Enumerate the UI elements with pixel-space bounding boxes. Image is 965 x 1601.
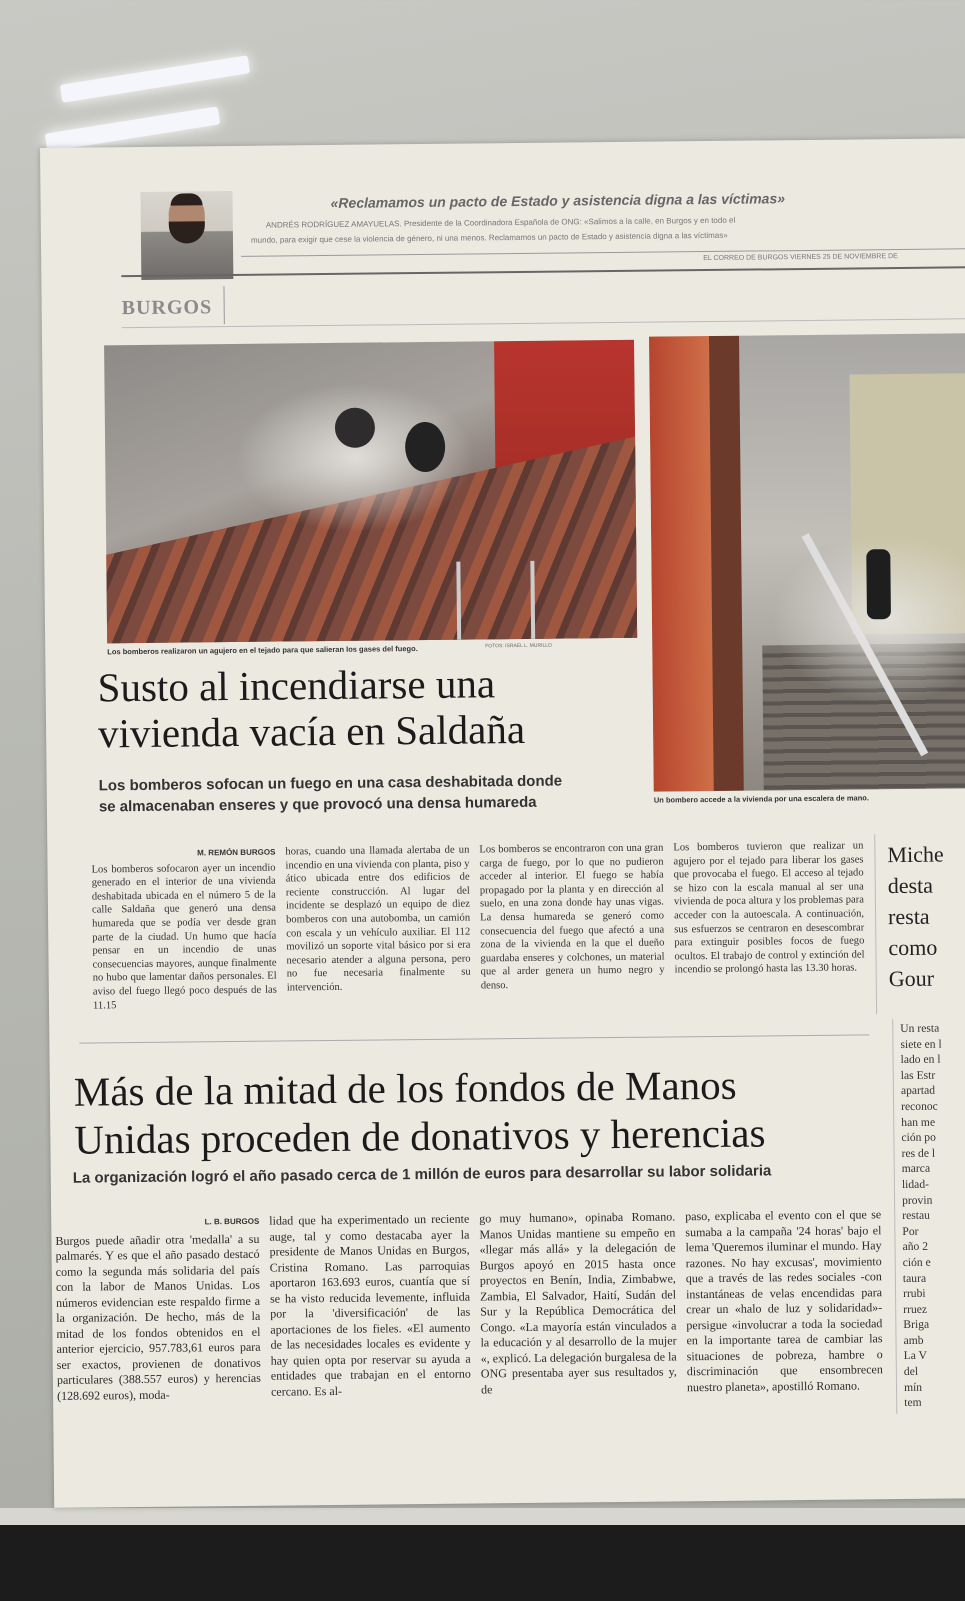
- subhead-line: se almacenaban enseres y que provocó una densa humareda: [98, 793, 537, 816]
- article-column: [269, 1212, 471, 1420]
- ladder-photo: [649, 333, 965, 791]
- sidebar-text-line: marca: [901, 1162, 931, 1176]
- article-headline: [74, 1060, 766, 1163]
- headline-line: Susto al incendiarse una: [97, 660, 496, 711]
- column-text: paso, explicaba el evento con el que se sumaba a la campaña '24 horas' bajo el lema 'Queremos iluminar el mundo. Hay razones. No hay excusas', movimiento que a través de las redes sociales -con instantáneas de velas encendidas para crear un «halo de luz y solidaridad»- persigue «involucrar a toda la sociedad en la importante tarea de cambiar las situaciones de pobreza, hambre o discriminación que ensombrecen nuestro planeta», apostilló Romano.: [685, 1207, 883, 1394]
- sidebar-text-line: res de l: [901, 1146, 936, 1160]
- sidebar-text-line: tem: [904, 1396, 922, 1410]
- sidebar-text-line: lado en l: [900, 1052, 941, 1067]
- sidebar-text-line: taura: [902, 1271, 927, 1285]
- divider: [874, 834, 877, 1014]
- sidebar-headline: [887, 839, 945, 995]
- photo-credit: FOTOS: ISRAEL L. MURILLO: [485, 642, 552, 650]
- sidebar-text-line: rrubi: [902, 1286, 926, 1301]
- quote-text-line: ANDRÉS RODRÍGUEZ AMAYUELAS. Presidente de la Coordinadora Española de ONG: «Salimos a la calle, en Burgos y en todo el: [265, 215, 736, 230]
- column-text: Burgos puede añadir otra 'medalla' a su palmarés. Y es que el año pasado destacó como la segunda más solidaria del país con la labor de Manos Unidas. Los números evidencian este respaldo firme a la organización. De hecho, más de la mitad de los fondos obtenidos en el anterior ejercicio, 957.783,61 euros para ser exactos, provienen de donativos particulares (388.557 euros) y herencias (128.692 euros), moda-: [55, 1231, 261, 1403]
- divider: [122, 318, 965, 328]
- article-column: [285, 844, 471, 1031]
- sidebar-text-line: apartad: [900, 1084, 936, 1098]
- article-column: [673, 839, 865, 1026]
- article-column: [479, 842, 665, 1029]
- sidebar-headline-line: Miche: [887, 841, 944, 868]
- sidebar-text-line: Un resta: [900, 1021, 940, 1036]
- sidebar-text-line: amb: [903, 1333, 924, 1347]
- divider: [892, 1019, 897, 1414]
- article-subhead: La organización logró el año pasado cerca de 1 millón de euros para desarrollar su labor solidaria: [72, 1162, 772, 1187]
- column-text: go muy humano», opinaba Romano. Manos Unidas mantiene su empeño en «llegar más allá» y la delegación de Burgos apoyó en 2015 hasta once proyectos en Benín, India, Zimbabwe, Zambia, El Salvador, Haití, Sudán del Sur y la República Democrática del Congo. «La mayoría están vinculados a la educación y al desarrollo de la mujer «, explicó. La delegación burgalesa de la ONG presentaba ayer sus resultados y, de: [479, 1209, 677, 1396]
- sidebar-headline-line: desta: [887, 872, 934, 899]
- sidebar-text-line: del: [903, 1364, 919, 1379]
- newspaper-page: [40, 138, 965, 1508]
- column-text: Los bomberos tuvieron que realizar un agujero por el tejado para liberar los gases que provocaba el fuego. El acceso al tejado se hizo con la escala manual al ser una vivienda de poca altura y los problemas para acceder con la autoescala. A continuación, sus esfuerzos se centraron en desescombrar para extinguir posibles focos de fuego ocultos. El trabajo de control y extinción del incendio se prolongó hasta las 13.30 horas.: [673, 840, 865, 976]
- divider: [79, 1034, 869, 1043]
- sidebar-text-line: Por: [902, 1224, 919, 1238]
- sidebar-text-line: rruez: [903, 1302, 928, 1316]
- photo-caption: Un bombero accede a la vivienda por una escalera de mano.: [653, 793, 869, 805]
- sidebar-text-line: han me: [901, 1115, 936, 1129]
- column-text: horas, cuando una llamada alertaba de un incendio en una vivienda con planta, piso y ático ubicada entre dos edificios de reciente construcción. Al lugar del incidente se desplazó un equipo de diez bomberos con una autobomba, un camión con escala y un vehículo auxiliar. El 112 movilizó un soporte vital básico por si era necesario atender a alguna persona, pero no fue necesaria finalmente su intervención.: [285, 844, 471, 994]
- article-column: [479, 1209, 677, 1417]
- ceiling-light: [45, 106, 221, 151]
- quote-text-line: mundo, para exigir que cese la violencia de género, ni una menos. Reclamamos un pacto de Estado y asistencia digna a las víctimas»: [250, 230, 728, 245]
- article-column: [55, 1214, 261, 1422]
- column-text: Los bomberos se encontraron con una gran carga de fuego, por lo que no pudieron acceder al interior. El fuego se había propagado por la planta y en dirección al suelo, en una zona donde hay unas vigas. La densa humareda se generó como consecuencia del fuego que afectó a una zona de la vivienda en la que el dueño guardaba enseres y colchones, un material que al arder genera un humo negro y denso.: [479, 842, 665, 992]
- portrait-photo: [140, 191, 233, 280]
- sidebar-text-line: lidad-: [901, 1177, 930, 1191]
- subhead-line: Los bomberos sofocan un fuego en una casa deshabitada donde: [98, 772, 563, 795]
- sidebar-text-line: provin: [901, 1193, 933, 1207]
- headline-line: vivienda vacía en Saldaña: [97, 705, 526, 757]
- sidebar-text: [900, 1020, 965, 1411]
- photo-caption: Los bomberos realizaron un agujero en el tejado para que salieran los gases del fuego.: [107, 644, 418, 657]
- divider: [121, 266, 965, 277]
- table-surface: [0, 1525, 965, 1601]
- sidebar-text-line: ción e: [902, 1255, 931, 1269]
- article-column: [91, 846, 277, 1033]
- divider: [223, 286, 224, 324]
- sidebar-text-line: reconoc: [901, 1099, 938, 1114]
- column-text: Los bomberos sofocaron ayer un incendio generado en el interior de una vivienda deshabitada ubicada en el número 5 de la calle Saldaña que generó una densa humareda que se podía ver desde gran parte de la ciudad. Un humo que hacía pensar en un incendio de unas consecuencias mayores, aunque finalmente no hubo que lamentar daños personales. El aviso del fuego llegó poco después de las 11.15: [91, 862, 277, 1012]
- sidebar-headline-line: Gour: [888, 965, 935, 992]
- sidebar-text-line: La V: [903, 1349, 928, 1363]
- column-text: lidad que ha experimentado un reciente auge, tal y como destacaba ayer la presidente de Manos Unidas en Burgos, Cristina Romano. Las parroquias aportaron 163.693 euros, cuantía que sí se ha visto reducida levemente, influida por la 'diversificación' de las aportaciones de los fieles. «El aumento de las necesidades locales es evidente y hay quien opta por reservar su ayuda a entidades que trabajan en el entorno cercano. Es al-: [269, 1211, 471, 1399]
- fire-roof-photo: [104, 340, 637, 644]
- article-headline: [97, 661, 525, 757]
- article-subhead: [99, 771, 563, 818]
- section-label: BURGOS: [121, 296, 213, 320]
- sidebar-headline-line: resta: [887, 903, 930, 930]
- sidebar-text-line: año 2: [902, 1240, 929, 1254]
- headline-line: Más de la mitad de los fondos de Manos: [73, 1061, 737, 1115]
- sidebar-text-line: restau: [902, 1208, 930, 1223]
- sidebar-headline-line: como: [888, 934, 938, 961]
- headline-line: Unidas proceden de donativos y herencias: [74, 1109, 766, 1163]
- sidebar-text-line: siete en l: [900, 1037, 942, 1051]
- quote-title: «Reclamamos un pacto de Estado y asistencia digna a las víctimas»: [330, 190, 786, 211]
- byline: L. B. BURGOS: [204, 1216, 260, 1227]
- sidebar-text-line: ción po: [901, 1130, 936, 1145]
- ceiling-light: [60, 55, 250, 103]
- article-column: [685, 1207, 883, 1415]
- sidebar-text-line: Briga: [903, 1318, 930, 1332]
- sidebar-text-line: las Estr: [900, 1068, 936, 1082]
- dateline: EL CORREO DE BURGOS VIERNES 25 DE NOVIEMBRE DE: [703, 253, 898, 263]
- sidebar-text-line: mín: [903, 1380, 923, 1394]
- byline: M. REMÓN BURGOS: [197, 847, 276, 858]
